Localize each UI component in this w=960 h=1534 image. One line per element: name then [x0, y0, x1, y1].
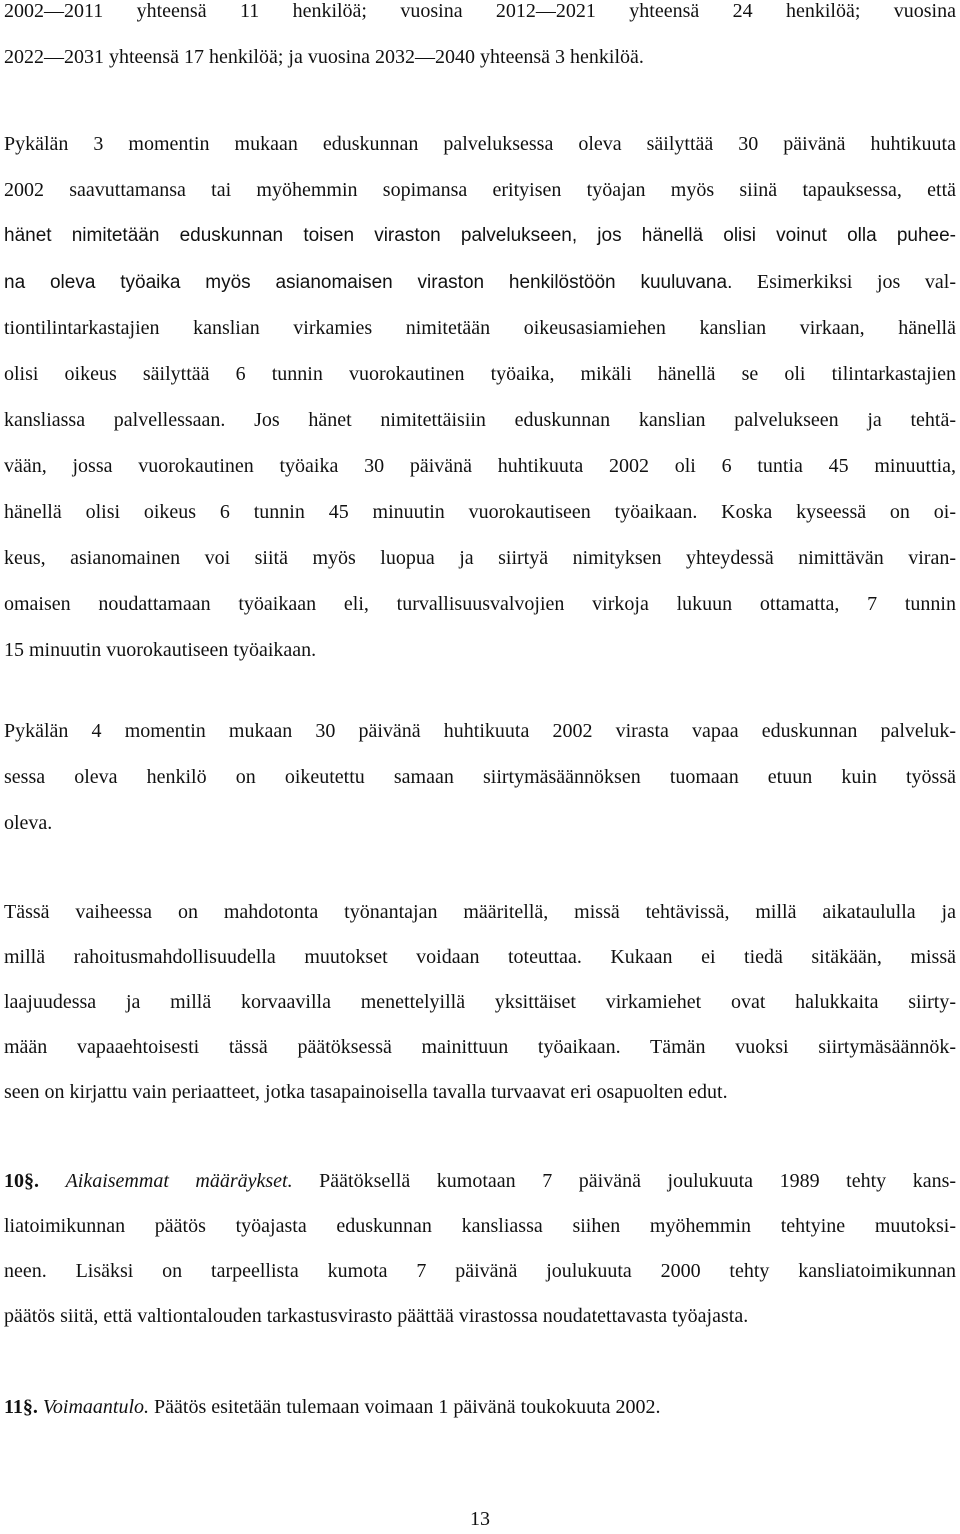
- text-line: [4, 259, 956, 305]
- text-segment: Esimerkiksi jos val-: [732, 271, 956, 293]
- text-line: oleva.: [4, 812, 53, 834]
- text-line: 15 minuutin vuorokautiseen työaikaan.: [4, 639, 317, 661]
- section-number: 10: [4, 1170, 24, 1192]
- text-line: kansliassa palvellessaan. Jos hänet nimitettäisiin eduskunnan kanslian palvelukseen ja tehtä-: [4, 409, 956, 431]
- text-line: liatoimikunnan päätös työajasta eduskunnan kansliassa siihen myöhemmin tehtyine muutoksi-: [4, 1215, 956, 1237]
- text-line: 2002 saavuttamansa tai myöhemmin sopimansa erityisen työajan myös siinä tapauksessa, että: [4, 179, 956, 201]
- text-segment: na oleva työaika myös asianomaisen viraston henkilöstöön kuuluvana.: [4, 272, 733, 293]
- text-segment: Päätös esitetään tulemaan voimaan 1 päivänä toukokuuta 2002.: [149, 1396, 661, 1418]
- text-line: keus, asianomainen voi siitä myös luopua ja siirtyä nimityksen yhteydessä nimittävän viran-: [4, 547, 956, 569]
- section-symbol: §.: [22, 1396, 38, 1418]
- text-line: millä rahoitusmahdollisuudella muutokset voidaan toteuttaa. Kukaan ei tiedä sitäkään, missä: [4, 946, 956, 968]
- text-line: Pykälän 3 momentin mukaan eduskunnan palveluksessa oleva säilyttää 30 päivänä huhtikuuta: [4, 133, 956, 155]
- text-line: tiontilintarkastajien kanslian virkamies nimitetään oikeusasiamiehen kanslian virkaan, hänellä: [4, 317, 956, 339]
- text-line: 2022—2031 yhteensä 17 henkilöä; ja vuosina 2032—2040 yhteensä 3 henkilöä.: [4, 46, 644, 68]
- text-line: seen on kirjattu vain periaatteet, jotka tasapainoisella tavalla turvaavat eri osapuolten edut.: [4, 1081, 728, 1103]
- text-line: [4, 1384, 661, 1430]
- text-line: neen. Lisäksi on tarpeellista kumota 7 päivänä joulukuuta 2000 tehty kansliatoimikunnan: [4, 1260, 956, 1282]
- page-number: 13: [470, 1508, 490, 1530]
- text-line: Pykälän 4 momentin mukaan 30 päivänä huhtikuuta 2002 virasta vapaa eduskunnan palveluk-: [4, 720, 956, 742]
- text-line: 2002—2011 yhteensä 11 henkilöä; vuosina 2012—2021 yhteensä 24 henkilöä; vuosina: [4, 0, 956, 22]
- text-line: olisi oikeus säilyttää 6 tunnin vuorokautinen työaika, mikäli hänellä se oli tilintarkastajien: [4, 363, 956, 385]
- section-symbol: §.: [24, 1170, 39, 1192]
- text-line: hänet nimitetään eduskunnan toisen viraston palvelukseen, jos hänellä olisi voinut olla puhee-: [4, 225, 956, 246]
- text-line: laajuudessa ja millä korvaavilla menettelyillä yksittäiset virkamiehet ovat halukkaita siirty-: [4, 991, 956, 1013]
- text-line: omaisen noudattamaan työaikaan eli, turvallisuusvalvojien virkoja lukuun ottamatta, 7 tunnin: [4, 593, 956, 615]
- text-line: Tässä vaiheessa on mahdotonta työnantajan määritellä, missä tehtävissä, millä aikataululla ja: [4, 901, 956, 923]
- section-title: Aikaisemmat määräykset.: [65, 1170, 293, 1192]
- text-line: päätös siitä, että valtiontalouden tarkastusvirasto päättää virastossa noudatettavasta työajasta.: [4, 1305, 749, 1327]
- text-line: [4, 1158, 956, 1204]
- section-title: Voimaantulo.: [42, 1396, 150, 1418]
- text-line: hänellä olisi oikeus 6 tunnin 45 minuutin vuorokautiseen työaikaan. Koska kyseessä on oi-: [4, 501, 956, 523]
- text-line: sessa oleva henkilö on oikeutettu samaan siirtymäsäännöksen tuomaan etuun kuin työssä: [4, 766, 956, 788]
- text-line: vään, jossa vuorokautinen työaika 30 päivänä huhtikuuta 2002 oli 6 tuntia 45 minuuttia,: [4, 455, 956, 477]
- section-number: 11: [4, 1396, 23, 1418]
- text-line: mään vapaaehtoisesti tässä päätöksessä mainittuun työaikaan. Tämän vuoksi siirtymäsäännök-: [4, 1036, 956, 1058]
- text-segment: Päätöksellä kumotaan 7 päivänä joulukuuta 1989 tehty kans-: [292, 1170, 957, 1192]
